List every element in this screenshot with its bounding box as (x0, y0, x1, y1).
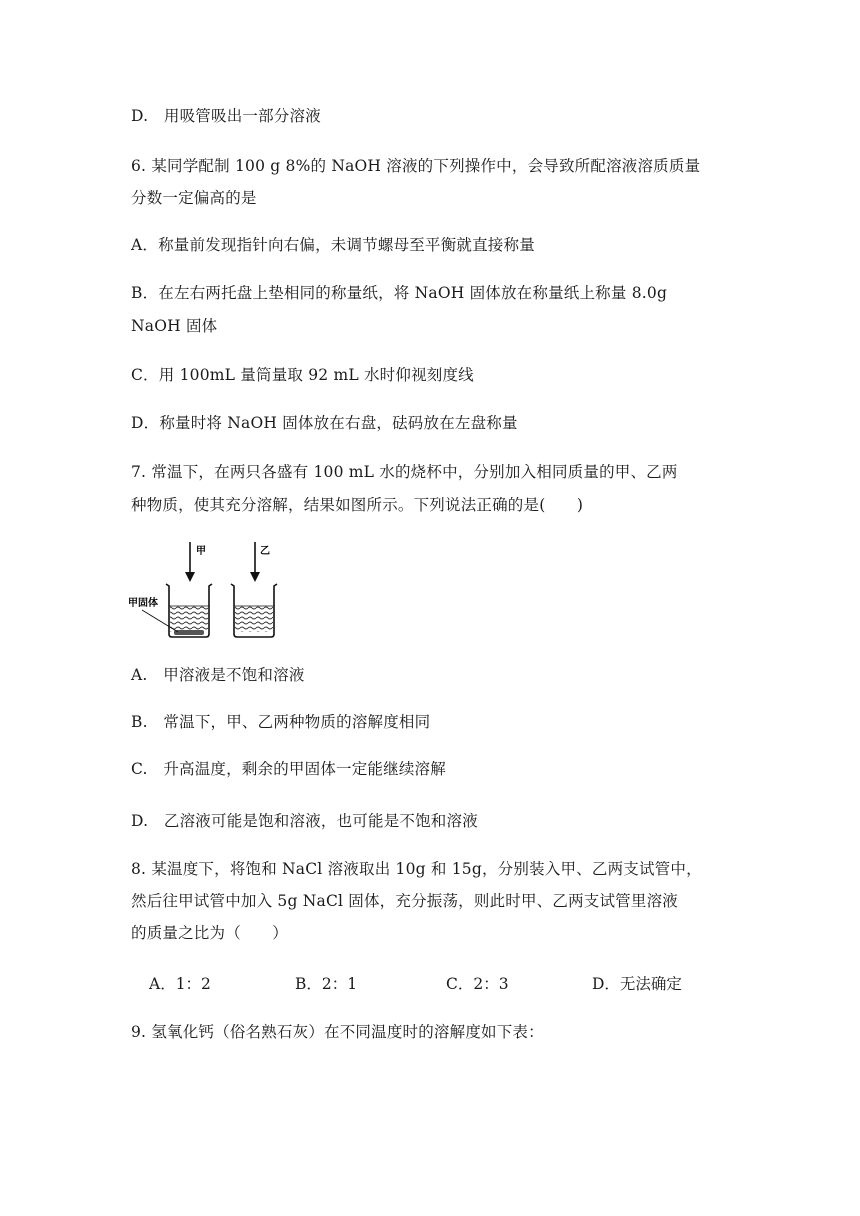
q8-option-a: A．1：2 (149, 975, 211, 993)
q6-stem-line2: 分数一定偏高的是 (131, 189, 257, 207)
q7-option-b: B. 常温下，甲、乙两种物质的溶解度相同 (131, 713, 431, 731)
beaker-diagram (128, 540, 308, 652)
q6-option-c: C．用 100mL 量筒量取 92 mL 水时仰视刻度线 (131, 366, 474, 384)
undissolved-solid (174, 630, 204, 635)
q8-option-d: D．无法确定 (592, 975, 682, 993)
right-arrow-head-icon (250, 572, 260, 582)
q6-option-b-line2: NaOH 固体 (131, 317, 218, 335)
q6-option-d: D．称量时将 NaOH 固体放在右盘，砝码放在左盘称量 (131, 414, 518, 432)
q6-stem-line1: 6. 某同学配制 100 g 8%的 NaOH 溶液的下列操作中，会导致所配溶液溶质质量 (131, 157, 701, 175)
q9-stem-line1: 9. 氢氧化钙（俗名熟石灰）在不同温度时的溶解度如下表： (131, 1023, 544, 1041)
q7-beaker-figure (128, 540, 308, 652)
q6-option-b-line1: B．在左右两托盘上垫相同的称量纸，将 NaOH 固体放在称量纸上称量 8.0g (131, 284, 668, 302)
q6-option-a: A．称量前发现指针向右偏，未调节螺母至平衡就直接称量 (131, 236, 535, 254)
left-arrow-head-icon (185, 572, 195, 582)
q8-option-c: C．2：3 (446, 975, 509, 993)
left-arrow-label: 甲 (196, 546, 206, 557)
q5-option-d: D. 用吸管吸出一部分溶液 (131, 107, 321, 125)
q8-stem-line3: 的质量之比为（ ） (131, 924, 289, 942)
solid-label: 甲固体 (128, 598, 158, 609)
q7-stem-line1: 7. 常温下，在两只各盛有 100 mL 水的烧杯中，分别加入相同质量的甲、乙两 (131, 463, 678, 481)
right-beaker (231, 584, 277, 637)
right-arrow-label: 乙 (260, 546, 270, 557)
q7-option-a: A. 甲溶液是不饱和溶液 (131, 666, 305, 684)
q8-stem-line1: 8. 某温度下，将饱和 NaCl 溶液取出 10g 和 15g，分别装入甲、乙两支试管中， (131, 860, 702, 878)
q8-stem-line2: 然后往甲试管中加入 5g NaCl 固体，充分振荡，则此时甲、乙两支试管里溶液 (131, 892, 678, 910)
q7-option-d: D. 乙溶液可能是饱和溶液，也可能是不饱和溶液 (131, 812, 478, 830)
q7-stem-line2: 种物质，使其充分溶解，结果如图所示。下列说法正确的是( ) (131, 496, 584, 514)
q8-option-b: B．2：1 (295, 975, 358, 993)
q7-option-c: C. 升高温度，剩余的甲固体一定能继续溶解 (131, 760, 446, 778)
